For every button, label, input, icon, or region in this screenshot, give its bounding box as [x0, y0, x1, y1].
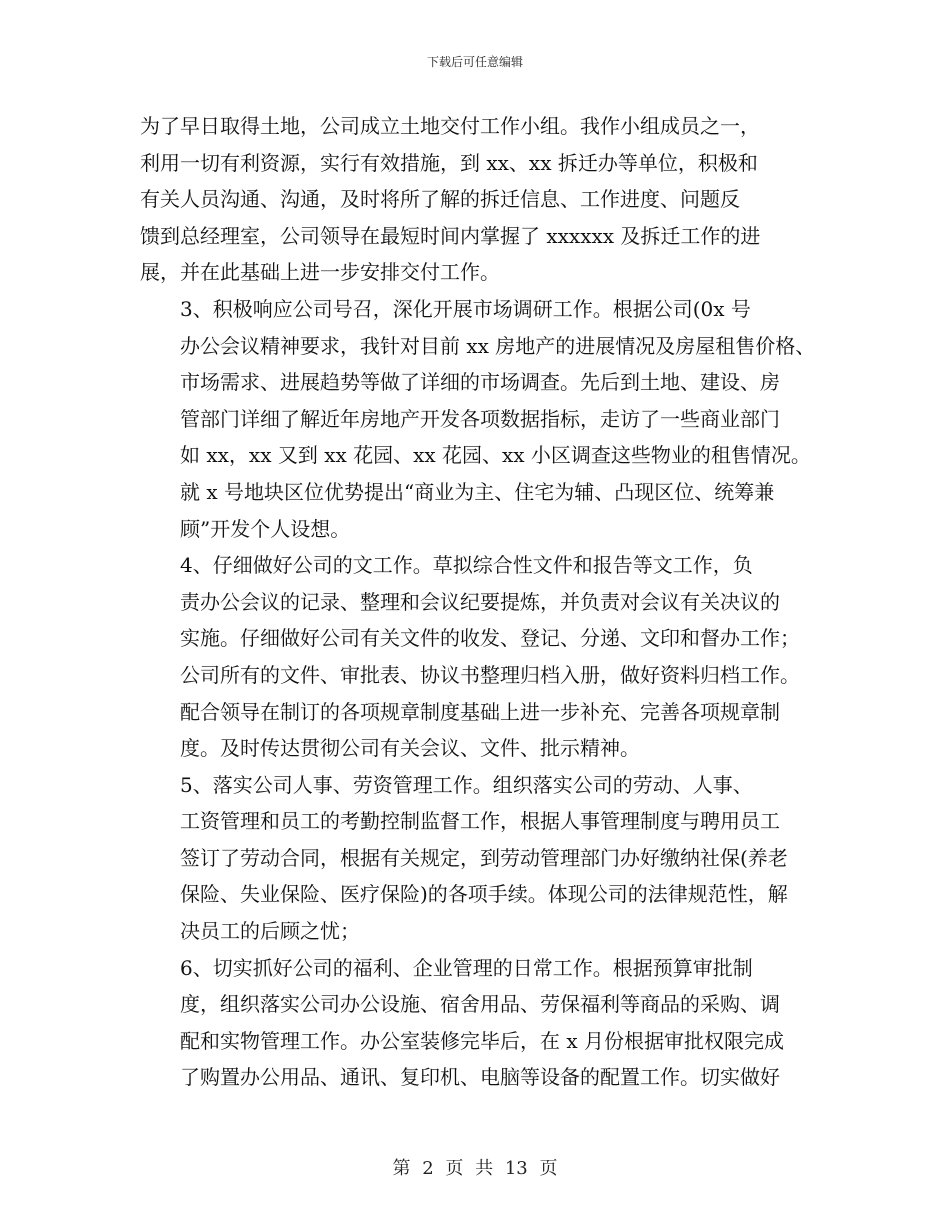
text-line: 6、切实抓好公司的福利、企业管理的日常工作。根据预算审批制 [180, 955, 753, 980]
text-line: 了购置办公用品、通讯、复印机、电脑等设备的配置工作。切实做好 [180, 1065, 780, 1090]
text-line: 市场需求、进展趋势等做了详细的市场调查。先后到土地、建设、房 [180, 370, 780, 395]
text-line: 公司所有的文件、审批表、协议书整理归档入册，做好资料归档工作。 [180, 662, 800, 687]
text-line: 度，组织落实公司办公设施、宿舍用品、劳保福利等商品的采购、调 [180, 992, 780, 1017]
text-line: 为了早日取得土地，公司成立土地交付工作小组。我作小组成员之一， [140, 114, 760, 138]
text-line: 责办公会议的记录、整理和会议纪要提炼，并负责对会议有关决议的 [180, 589, 780, 614]
paragraph [140, 950, 820, 1096]
text-line: 配合领导在制订的各项规章制度基础上进一步补充、完善各项规章制 [180, 699, 780, 724]
text-line: 利用一切有利资源，实行有效措施，到 xx、xx 拆迁办等单位，积极和 [140, 150, 758, 175]
text-line: 工资管理和员工的考勤控制监督工作，根据人事管理制度与聘用员工 [180, 809, 780, 834]
text-line: 展，并在此基础上进一步安排交付工作。 [140, 260, 500, 285]
text-line: 就 x 号地块区位优势提出“商业为主、住宅为辅、凸现区位、统筹兼 [180, 479, 775, 504]
text-line: 3、积极响应公司号召，深化开展市场调研工作。根据公司(0x 号 [180, 296, 751, 321]
document-body [140, 108, 820, 1096]
paragraph [140, 767, 820, 950]
text-line: 管部门详细了解近年房地产开发各项数据指标，走访了一些商业部门 [180, 406, 780, 431]
text-line: 保险、失业保险、医疗保险)的各项手续。体现公司的法律规范性，解 [180, 882, 788, 907]
text-line: 度。及时传达贯彻公司有关会议、文件、批示精神。 [180, 736, 640, 761]
text-line: 馈到总经理室，公司领导在最短时间内掌握了 xxxxxx 及拆迁工作的进 [140, 223, 761, 248]
text-line: 办公会议精神要求，我针对目前 xx 房地产的进展情况及房屋租售价格、 [180, 333, 816, 358]
text-line: 有关人员沟通、沟通，及时将所了解的拆迁信息、工作进度、问题反 [140, 187, 740, 212]
text-line: 配和实物管理工作。办公室装修完毕后，在 x 月份根据审批权限完成 [180, 1028, 784, 1053]
text-line: 如 xx，xx 又到 xx 花园、xx 花园、xx 小区调查这些物业的租售情况。 [180, 443, 811, 468]
page-number-footer: 第 2 页 共 13 页 [392, 1158, 558, 1179]
text-line: 5、落实公司人事、劳资管理工作。组织落实公司的劳动、人事、 [180, 772, 753, 797]
text-line: 4、仔细做好公司的文工作。草拟综合性文件和报告等文工作，负 [180, 553, 753, 578]
page-header: 下载后可任意编辑 [426, 55, 523, 69]
text-line: 顾”开发个人设想。 [180, 516, 351, 541]
paragraph [140, 108, 820, 291]
paragraph [140, 291, 820, 547]
text-line: 实施。仔细做好公司有关文件的收发、登记、分递、文印和督办工作； [180, 626, 800, 651]
paragraph [140, 547, 820, 767]
text-line: 签订了劳动合同，根据有关规定，到劳动管理部门办好缴纳社保(养老 [180, 845, 788, 870]
text-line: 决员工的后顾之忧； [180, 919, 360, 944]
